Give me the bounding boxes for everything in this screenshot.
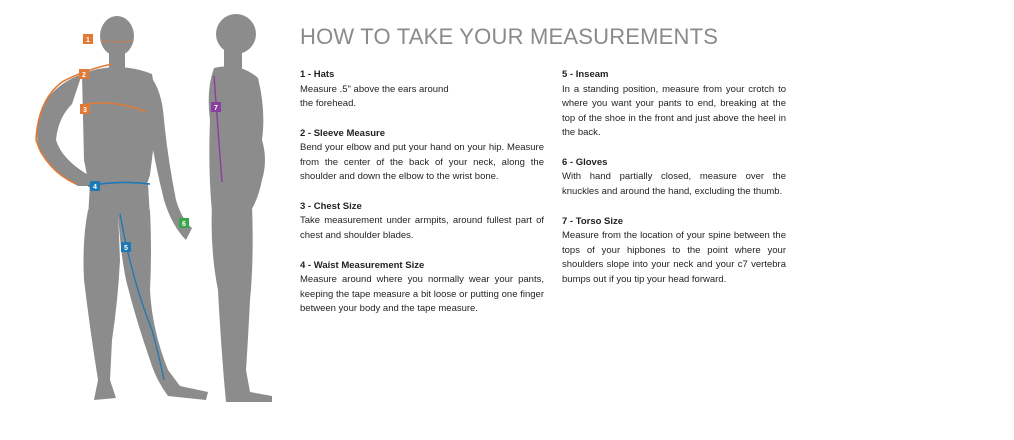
instruction-heading: 1 - Hats (300, 69, 335, 80)
instruction-gloves (562, 156, 786, 200)
svg-text:3: 3 (83, 107, 87, 114)
instruction-waist (300, 259, 544, 317)
marker-7 (211, 102, 221, 112)
instruction-text: Measure .5" above the ears around the forehead. (300, 83, 449, 110)
instruction-inseam (562, 68, 786, 141)
instruction-chest (300, 200, 544, 244)
instructions-column-right (562, 68, 786, 302)
instruction-text: In a standing position, measure from your crotch to where you want your pants to end, breaking at the top of the shoe in the front and just above the heel in the back. (562, 83, 786, 139)
instruction-hats (300, 68, 544, 112)
body-figures-illustration (0, 0, 290, 440)
measurement-figures (0, 0, 290, 440)
marker-1 (83, 34, 93, 44)
marker-5 (121, 242, 131, 252)
instruction-text: Bend your elbow and put your hand on your hip. Measure from the center of the back of your neck, along the shoulder and down the elbow to the wrist bone. (300, 142, 544, 183)
svg-text:4: 4 (93, 184, 97, 191)
instruction-heading: 4 - Waist Measurement Size (300, 259, 425, 271)
svg-text:5: 5 (124, 245, 128, 252)
instruction-sleeve (300, 127, 544, 185)
svg-text:2: 2 (82, 72, 86, 79)
instruction-heading: 6 - Gloves (562, 156, 608, 168)
instruction-torso (562, 215, 786, 288)
marker-3 (80, 104, 90, 114)
instruction-heading: 3 - Chest Size (300, 200, 362, 212)
instruction-heading: 7 - Torso Size (562, 215, 624, 227)
side-figure (209, 14, 272, 402)
instruction-text: Measure around where you normally wear your pants, keeping the tape measure a bit loose or putting one finger between your body and the tape measure. (300, 274, 544, 315)
instructions-column-left (300, 68, 544, 332)
instruction-text: Measure from the location of your spine between the tops of your hipbones to the point where your shoulders slope into your neck and your c7 vertebra bumps out if you tip your head forward. (562, 230, 786, 285)
marker-4 (90, 181, 100, 191)
marker-6 (179, 218, 189, 228)
svg-text:7: 7 (214, 105, 218, 112)
instruction-text: With hand partially closed, measure over the knuckles and around the hand, excluding the thumb. (562, 171, 786, 197)
front-figure (37, 16, 208, 400)
instruction-heading: 2 - Sleeve Measure (300, 127, 386, 139)
page-title: HOW TO TAKE YOUR MEASUREMENTS (300, 24, 719, 49)
svg-text:6: 6 (182, 221, 186, 228)
marker-2 (79, 69, 89, 79)
svg-text:1: 1 (86, 37, 90, 44)
instruction-text: Take measurement under armpits, around fullest part of chest and shoulder blades. (300, 215, 544, 242)
instruction-heading: 5 - Inseam (562, 69, 609, 80)
